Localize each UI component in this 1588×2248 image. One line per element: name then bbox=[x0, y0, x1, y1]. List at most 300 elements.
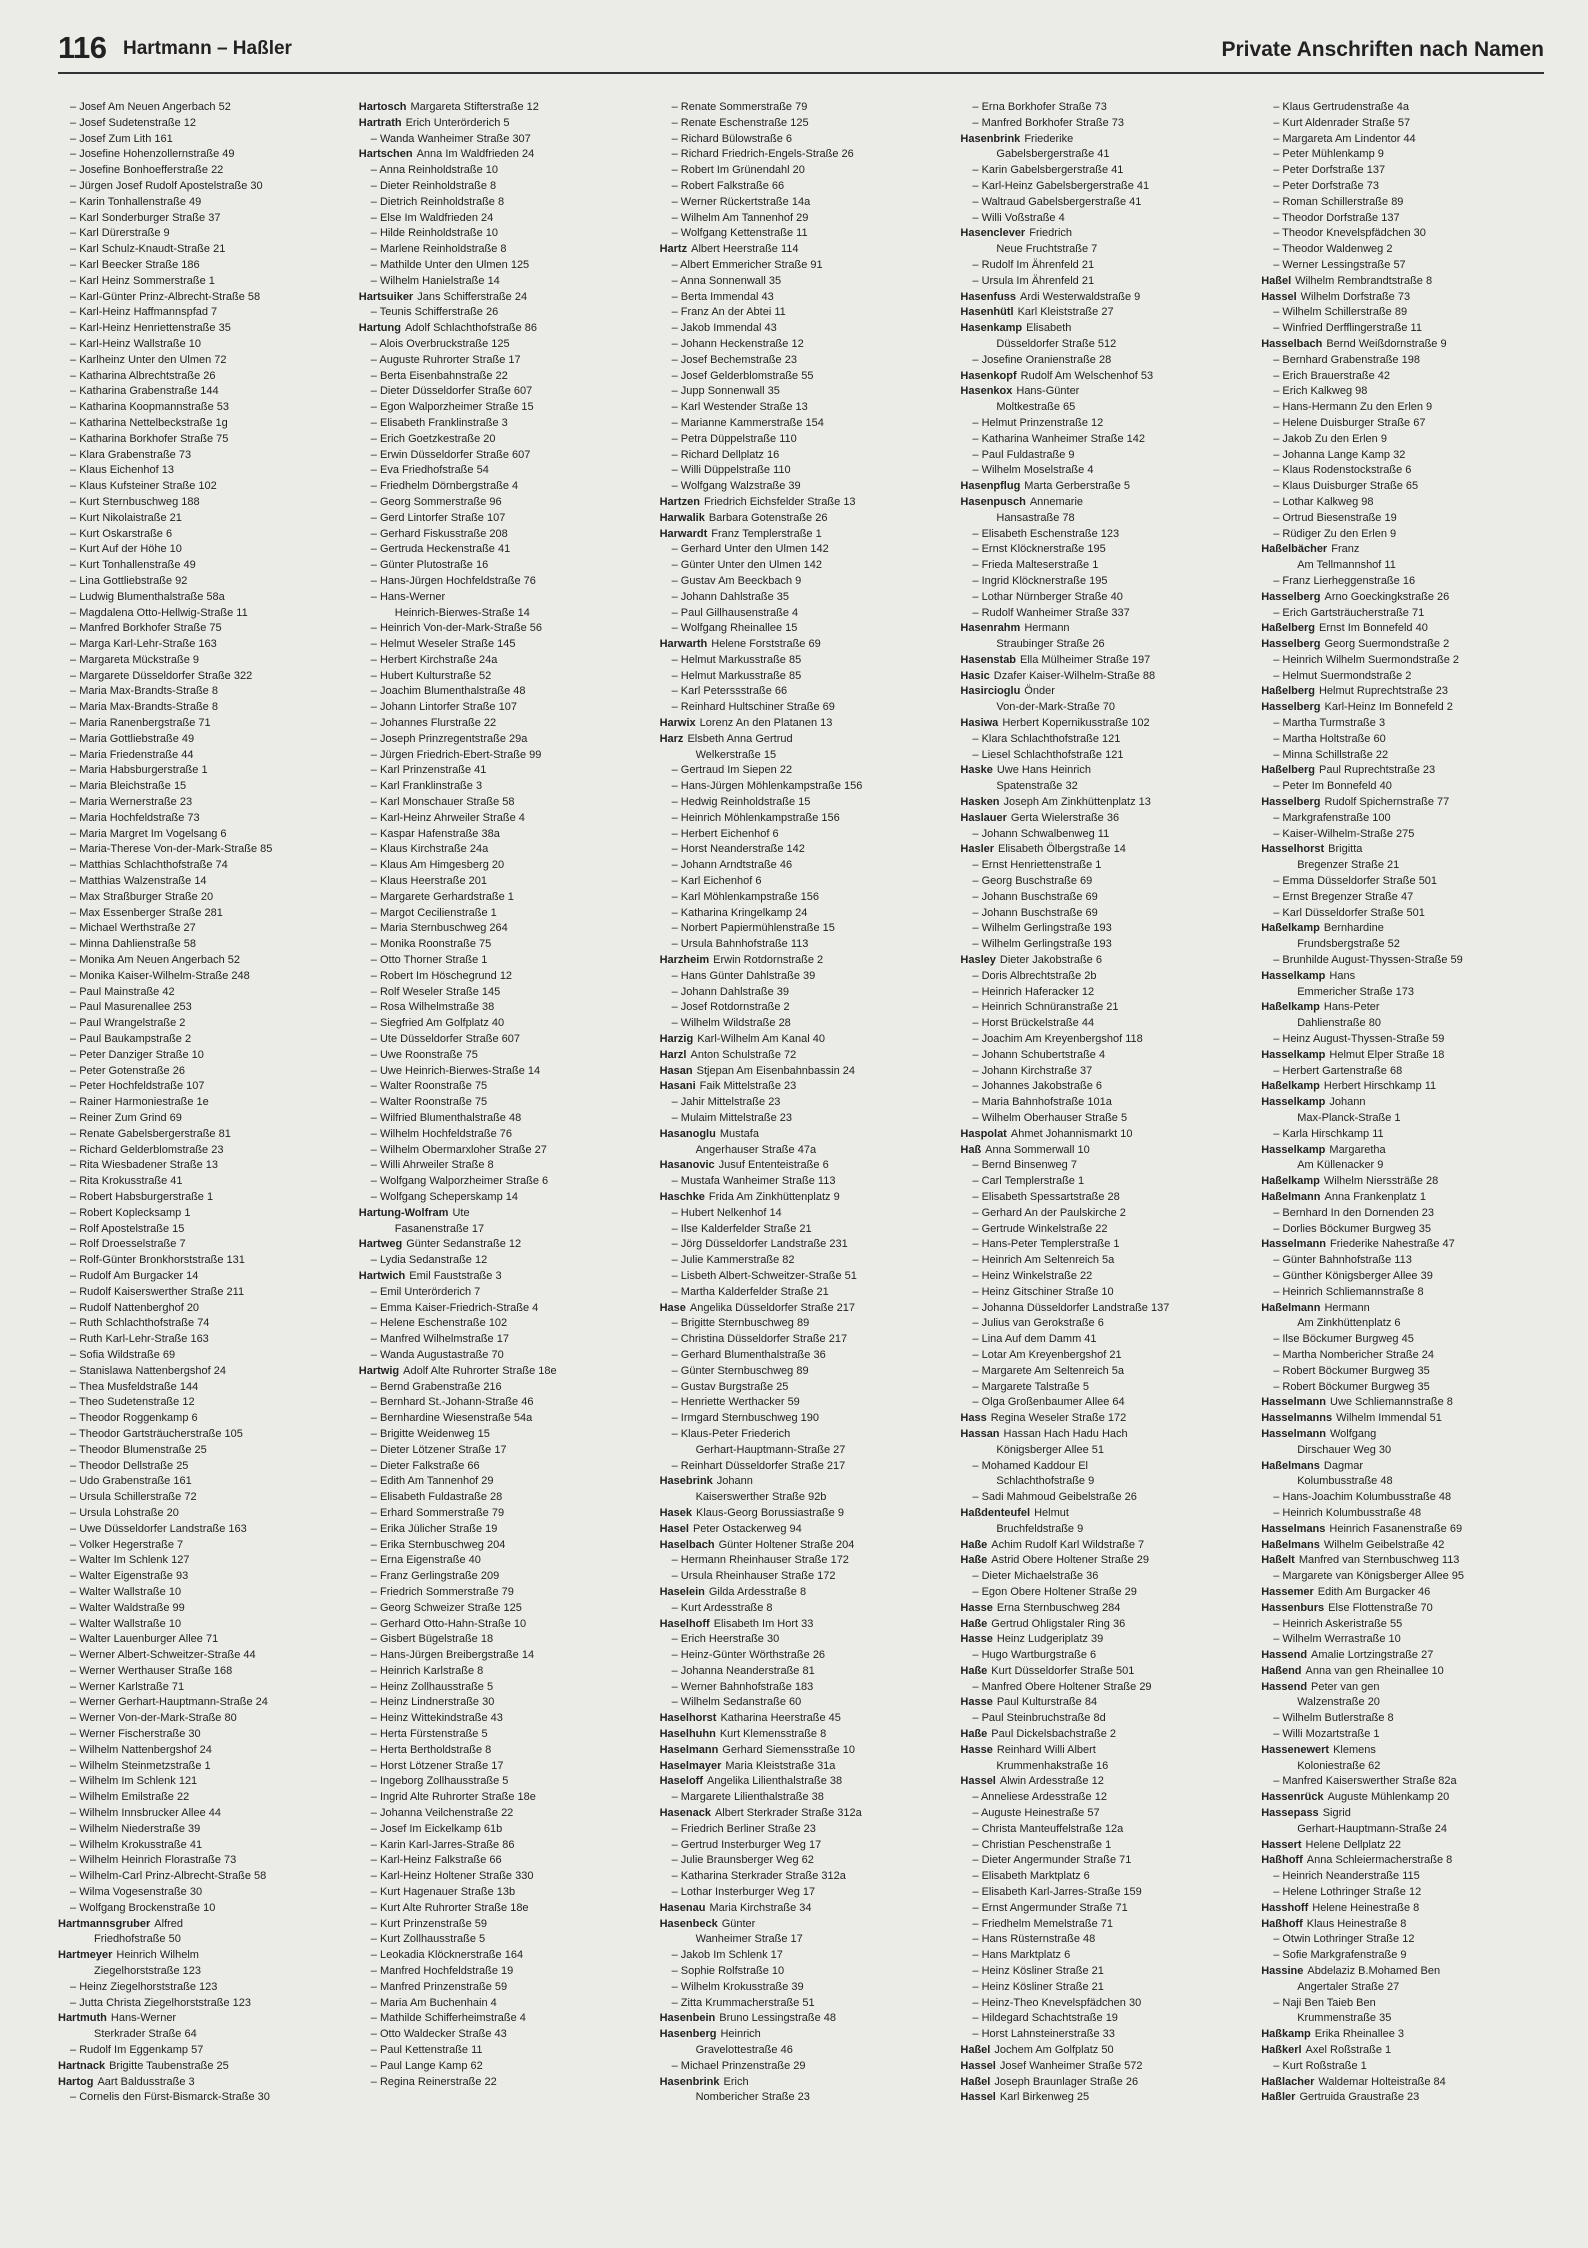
entry-text: Karl Düsseldorfer Straße 501 bbox=[1282, 906, 1425, 919]
entry-text: Wanheimer Straße 17 bbox=[695, 1933, 803, 1946]
directory-entry bbox=[660, 906, 943, 922]
directory-entry bbox=[960, 1459, 1243, 1475]
entry-surname: Hasenkox bbox=[960, 385, 1013, 398]
directory-entry bbox=[660, 400, 943, 416]
entry-text: Karl-Heinz Haffmannspfad 7 bbox=[79, 306, 218, 319]
entry-text: Christian Peschenstraße 1 bbox=[981, 1838, 1112, 1851]
entry-text: Walter Eigenstraße 93 bbox=[79, 1570, 189, 1583]
entry-text: Karl Heinz Sommerstraße 1 bbox=[79, 274, 215, 287]
entry-text: Willi Mozartstraße 1 bbox=[1282, 1728, 1380, 1741]
directory-entry bbox=[1261, 1759, 1544, 1775]
directory-entry bbox=[960, 195, 1243, 211]
entry-surname: Hasenack bbox=[659, 1807, 711, 1820]
directory-entry bbox=[1261, 1316, 1544, 1332]
entry-text: Edith Am Tannenhof 29 bbox=[379, 1475, 494, 1488]
directory-entry bbox=[1261, 463, 1544, 479]
entry-text: Günther Königsberger Allee 39 bbox=[1282, 1269, 1433, 1282]
directory-entry bbox=[359, 226, 642, 242]
directory-entry bbox=[58, 1474, 341, 1490]
directory-entry bbox=[660, 542, 943, 558]
entry-text: Kaiser-Wilhelm-Straße 275 bbox=[1282, 827, 1415, 840]
directory-entry bbox=[359, 1980, 642, 1996]
entry-text: Walter Waldstraße 99 bbox=[79, 1601, 185, 1614]
directory-entry bbox=[660, 1917, 943, 1933]
directory-entry bbox=[960, 2090, 1243, 2106]
directory-entry bbox=[1261, 1569, 1544, 1585]
entry-text: Paul Mainstraße 42 bbox=[79, 985, 175, 998]
directory-entry bbox=[359, 1490, 642, 1506]
entry-text: Theo Sudetenstraße 12 bbox=[78, 1396, 195, 1409]
entry-text: Bernd Weißdornstraße 9 bbox=[1326, 337, 1447, 350]
entry-text: Ernst Im Bonnefeld 40 bbox=[1318, 622, 1428, 635]
entry-surname: Haßel bbox=[960, 2044, 991, 2057]
entry-text: Axel Roßstraße 1 bbox=[1305, 2044, 1392, 2057]
entry-text: Elisabeth bbox=[1026, 322, 1072, 335]
entry-text: Joseph Braunlager Straße 26 bbox=[994, 2075, 1139, 2088]
directory-entry bbox=[58, 542, 341, 558]
entry-surname: Haßel bbox=[1261, 274, 1292, 287]
directory-entry bbox=[1261, 211, 1544, 227]
directory-entry bbox=[960, 1506, 1243, 1522]
entry-text: Karl-Günter Prinz-Albrecht-Straße 58 bbox=[79, 290, 261, 303]
entry-text: Matthias Schlachthofstraße 74 bbox=[79, 859, 228, 872]
entry-text: Richard Friedrich-Engels-Straße 26 bbox=[680, 148, 854, 161]
entry-text: Heinrich Schliemannstraße 8 bbox=[1282, 1285, 1424, 1298]
entry-text: Rüdiger Zu den Erlen 9 bbox=[1282, 527, 1397, 540]
entry-text: Klaus Eichenhof 13 bbox=[79, 464, 174, 477]
directory-entry bbox=[1261, 1079, 1544, 1095]
entry-surname: Hasek bbox=[659, 1506, 693, 1519]
directory-entry bbox=[960, 1222, 1243, 1238]
directory-entry bbox=[1261, 163, 1544, 179]
directory-entry bbox=[660, 1948, 943, 1964]
directory-entry bbox=[58, 416, 341, 432]
entry-text: Erhard Sommerstraße 79 bbox=[379, 1506, 505, 1519]
entry-text: Faik Mittelstraße 23 bbox=[699, 1080, 797, 1093]
entry-text: Emma Düsseldorfer Straße 501 bbox=[1282, 875, 1438, 888]
entry-text: Heinz Winkelstraße 22 bbox=[981, 1269, 1093, 1282]
entry-text: Klaus Duisburger Straße 65 bbox=[1282, 480, 1419, 493]
directory-entry bbox=[660, 2043, 943, 2059]
directory-entry bbox=[960, 1064, 1243, 1080]
entry-text: Heinz Kösliner Straße 21 bbox=[981, 1965, 1104, 1978]
directory-entry bbox=[359, 369, 642, 385]
directory-entry bbox=[660, 1269, 943, 1285]
directory-entry bbox=[58, 384, 341, 400]
entry-text: Erich Brauerstraße 42 bbox=[1282, 369, 1390, 382]
entry-surname: Hartsuiker bbox=[358, 290, 414, 303]
directory-entry bbox=[960, 1332, 1243, 1348]
entry-text: Zitta Krummacherstraße 51 bbox=[680, 1996, 815, 2009]
entry-surname: Hasic bbox=[960, 669, 990, 682]
entry-surname: Hasenpflug bbox=[960, 480, 1021, 493]
entry-text: Renate Sommerstraße 79 bbox=[680, 101, 808, 113]
directory-entry bbox=[58, 1680, 341, 1696]
directory-entry bbox=[960, 2075, 1243, 2091]
entry-text: Werner Karlstraße 71 bbox=[79, 1680, 185, 1693]
entry-text: Paul Fuldastraße 9 bbox=[981, 448, 1075, 461]
directory-entry bbox=[359, 590, 642, 606]
directory-entry bbox=[359, 874, 642, 890]
entry-text: Johann Dahlstraße 39 bbox=[680, 985, 790, 998]
entry-text: Johann Schubertstraße 4 bbox=[981, 1048, 1106, 1061]
directory-entry bbox=[660, 763, 943, 779]
entry-text: Theodor Roggenkamp 6 bbox=[78, 1412, 198, 1425]
directory-entry bbox=[960, 1190, 1243, 1206]
entry-text: Spatenstraße 32 bbox=[996, 780, 1078, 793]
directory-entry bbox=[1261, 353, 1544, 369]
entry-text: Angelika Lilienthalstraße 38 bbox=[707, 1775, 843, 1788]
directory-entry bbox=[660, 700, 943, 716]
entry-text: Ute bbox=[452, 1206, 470, 1219]
directory-entry bbox=[58, 1079, 341, 1095]
directory-entry bbox=[359, 242, 642, 258]
directory-entry bbox=[1261, 1364, 1544, 1380]
directory-entry bbox=[1261, 1222, 1544, 1238]
entry-text: Auguste Heinestraße 57 bbox=[980, 1807, 1100, 1820]
directory-entry bbox=[1261, 369, 1544, 385]
directory-entry bbox=[960, 1269, 1243, 1285]
directory-entry bbox=[660, 1932, 943, 1948]
directory-entry bbox=[1261, 1064, 1544, 1080]
directory-entry bbox=[58, 906, 341, 922]
entry-surname: Hartwich bbox=[358, 1269, 406, 1282]
directory-entry bbox=[1261, 1522, 1544, 1538]
entry-text: Sadi Mahmoud Geibelstraße 26 bbox=[981, 1491, 1137, 1504]
directory-entry bbox=[660, 305, 943, 321]
page-number: 116 bbox=[58, 30, 107, 65]
entry-text: Georg Suermondstraße 2 bbox=[1324, 638, 1450, 651]
directory-entry bbox=[359, 1348, 642, 1364]
entry-text: Von-der-Mark-Straße 70 bbox=[996, 701, 1115, 714]
directory-entry bbox=[660, 1222, 943, 1238]
directory-entry bbox=[359, 953, 642, 969]
entry-text: Lina Auf dem Damm 41 bbox=[981, 1333, 1097, 1346]
entry-text: Walter Lauenburger Allee 71 bbox=[79, 1633, 219, 1646]
entry-surname: Hartung bbox=[358, 322, 401, 335]
directory-entry bbox=[58, 1538, 341, 1554]
entry-text: Moltkestraße 65 bbox=[996, 401, 1076, 414]
entry-text: Hans-Hermann Zu den Erlen 9 bbox=[1282, 401, 1433, 414]
directory-entry bbox=[359, 100, 642, 116]
entry-text: Achim Rudolf Karl Wildstraße 7 bbox=[991, 1538, 1145, 1551]
entry-surname: Hasshoff bbox=[1261, 1901, 1309, 1914]
directory-entry bbox=[960, 574, 1243, 590]
entry-text: Willi Düppelstraße 110 bbox=[680, 464, 791, 477]
directory-entry bbox=[1261, 226, 1544, 242]
entry-text: Elisabeth Fuldastraße 28 bbox=[379, 1491, 503, 1504]
entry-text: Paul Kettenstraße 11 bbox=[379, 2044, 483, 2057]
entry-text: Margarete Talstraße 5 bbox=[981, 1380, 1089, 1393]
directory-entry bbox=[359, 1174, 642, 1190]
entry-text: Johann Dahlstraße 35 bbox=[680, 590, 790, 603]
entry-text: Else Im Waldfrieden 24 bbox=[379, 211, 494, 224]
entry-text: Hans-Werner bbox=[110, 2012, 177, 2025]
directory-entry bbox=[660, 1853, 943, 1869]
entry-text: Karl Möhlenkampstraße 156 bbox=[680, 890, 819, 903]
directory-entry bbox=[58, 1996, 341, 2012]
directory-entry bbox=[1261, 1348, 1544, 1364]
directory-entry bbox=[58, 1664, 341, 1680]
directory-entry bbox=[58, 874, 341, 890]
entry-text: Anna Schleiermacherstraße 8 bbox=[1306, 1854, 1453, 1867]
directory-entry bbox=[359, 1632, 642, 1648]
entry-text: Erich Kalkweg 98 bbox=[1282, 385, 1368, 398]
entry-text: Katharina Heerstraße 45 bbox=[720, 1712, 841, 1725]
directory-entry bbox=[660, 195, 943, 211]
entry-text: Heinz-Günter Wörthstraße 26 bbox=[680, 1649, 826, 1662]
entry-text: Joseph Prinzregentstraße 29a bbox=[379, 732, 528, 745]
entry-surname: Harwalik bbox=[659, 511, 705, 524]
directory-entry bbox=[359, 1648, 642, 1664]
directory-entry bbox=[960, 921, 1243, 937]
directory-entry bbox=[1261, 811, 1544, 827]
entry-text: Karl Peterssstraße 66 bbox=[680, 685, 788, 698]
directory-entry bbox=[58, 1237, 341, 1253]
entry-text: Anna Im Waldfrieden 24 bbox=[416, 148, 535, 161]
entry-text: Elsbeth Anna Gertrud bbox=[687, 732, 793, 745]
directory-entry bbox=[960, 1632, 1243, 1648]
entry-text: Hans bbox=[1329, 969, 1356, 982]
entry-text: Horst Lötzener Straße 17 bbox=[379, 1759, 504, 1772]
directory-entry bbox=[1261, 827, 1544, 843]
directory-entry bbox=[960, 748, 1243, 764]
directory-entry bbox=[660, 1079, 943, 1095]
entry-text: Johann Heckenstraße 12 bbox=[680, 337, 804, 350]
directory-entry bbox=[58, 606, 341, 622]
directory-entry bbox=[660, 337, 943, 353]
directory-entry bbox=[960, 448, 1243, 464]
directory-entry bbox=[660, 558, 943, 574]
entry-surname: Hasselmans bbox=[1261, 1522, 1326, 1535]
entry-text: Walter Wallstraße 10 bbox=[79, 1585, 182, 1598]
directory-entry bbox=[1261, 479, 1544, 495]
entry-text: Peter Mühlenkamp 9 bbox=[1282, 148, 1384, 161]
entry-text: Wanda Wanheimer Straße 307 bbox=[379, 132, 531, 145]
entry-surname: Hasebrink bbox=[659, 1475, 713, 1488]
entry-text: Jutta Christa Ziegelhorststraße 123 bbox=[79, 1996, 251, 2009]
entry-text: Rudolf Im Ährenfeld 21 bbox=[981, 258, 1095, 271]
entry-text: Ursula Schillerstraße 72 bbox=[79, 1491, 197, 1504]
entry-surname: Haßelkamp bbox=[1261, 1001, 1320, 1014]
entry-text: Udo Grabenstraße 161 bbox=[79, 1475, 192, 1488]
directory-entry bbox=[660, 795, 943, 811]
directory-entry bbox=[1261, 590, 1544, 606]
directory-entry bbox=[58, 100, 341, 116]
directory-entry bbox=[359, 763, 642, 779]
entry-text: Hugo Wartburgstraße 6 bbox=[981, 1649, 1097, 1662]
entry-text: Dieter Falkstraße 66 bbox=[379, 1459, 480, 1472]
directory-entry bbox=[359, 132, 642, 148]
entry-surname: Hasircioglu bbox=[960, 685, 1021, 698]
entry-text: Irmgard Sternbuschweg 190 bbox=[680, 1412, 819, 1425]
directory-entry bbox=[58, 621, 341, 637]
directory-entry bbox=[58, 969, 341, 985]
directory-entry bbox=[660, 842, 943, 858]
directory-entry bbox=[1261, 132, 1544, 148]
entry-text: Josef Gelderblomstraße 55 bbox=[680, 369, 814, 382]
directory-entry bbox=[1261, 2090, 1544, 2106]
entry-text: Paul Baukampstraße 2 bbox=[79, 1033, 192, 1046]
directory-entry bbox=[660, 100, 943, 116]
directory-entry bbox=[58, 337, 341, 353]
directory-entry bbox=[960, 1348, 1243, 1364]
entry-text: Franz Lierheggenstraße 16 bbox=[1282, 574, 1416, 587]
directory-entry bbox=[58, 432, 341, 448]
entry-surname: Harzheim bbox=[659, 954, 710, 967]
directory-entry bbox=[359, 1301, 642, 1317]
entry-text: Margareta Stifterstraße 12 bbox=[410, 101, 539, 113]
entry-text: Helmut Ruprechtstraße 23 bbox=[1318, 685, 1448, 698]
directory-entry bbox=[960, 416, 1243, 432]
entry-text: Anna Sommerwall 10 bbox=[985, 1143, 1090, 1156]
entry-text: Katharina Kringelkamp 24 bbox=[680, 906, 808, 919]
entry-text: Klemens bbox=[1333, 1743, 1376, 1756]
entry-text: Heinz Ludgeriplatz 39 bbox=[996, 1633, 1104, 1646]
directory-entry bbox=[1261, 1190, 1544, 1206]
directory-entry bbox=[58, 1553, 341, 1569]
directory-entry bbox=[660, 1016, 943, 1032]
directory-entry bbox=[960, 906, 1243, 922]
entry-text: Monika Am Neuen Angerbach 52 bbox=[79, 954, 241, 967]
entry-text: Hans-Peter Templerstraße 1 bbox=[981, 1238, 1120, 1251]
directory-entry bbox=[359, 1206, 642, 1222]
entry-surname: Haße bbox=[960, 1538, 988, 1551]
directory-entry bbox=[58, 495, 341, 511]
directory-entry bbox=[660, 1348, 943, 1364]
directory-entry bbox=[960, 969, 1243, 985]
directory-entry bbox=[359, 1680, 642, 1696]
entry-text: Wolfgang Kettenstraße 11 bbox=[680, 227, 808, 240]
directory-entry bbox=[1261, 669, 1544, 685]
entry-text: Bernd Binsenweg 7 bbox=[981, 1159, 1077, 1172]
entry-text: Klaus Am Himgesberg 20 bbox=[379, 859, 505, 872]
entry-text: Helene Lothringer Straße 12 bbox=[1282, 1886, 1422, 1899]
entry-text: Otwin Lothringer Straße 12 bbox=[1282, 1933, 1415, 1946]
entry-text: Olga Großenbaumer Allee 64 bbox=[981, 1396, 1125, 1409]
directory-entry bbox=[960, 400, 1243, 416]
directory-entry bbox=[359, 1664, 642, 1680]
entry-surname: Haslauer bbox=[960, 811, 1007, 824]
directory-entry bbox=[359, 1869, 642, 1885]
entry-text: Heinz Ziegelhorststraße 123 bbox=[79, 1980, 218, 1993]
directory-entry bbox=[58, 1364, 341, 1380]
directory-entry bbox=[960, 1395, 1243, 1411]
entry-surname: Haßlacher bbox=[1261, 2075, 1315, 2088]
directory-entry bbox=[660, 1190, 943, 1206]
entry-text: Herbert Gartenstraße 68 bbox=[1282, 1064, 1403, 1077]
directory-entry bbox=[660, 1427, 943, 1443]
entry-text: Otto Waldecker Straße 43 bbox=[379, 2028, 507, 2041]
directory-entry bbox=[960, 1569, 1243, 1585]
entry-surname: Hasenstab bbox=[960, 653, 1017, 666]
entry-text: Bernhardine bbox=[1323, 922, 1384, 935]
directory-entry bbox=[1261, 1048, 1544, 1064]
directory-entry bbox=[660, 606, 943, 622]
directory-entry bbox=[58, 1727, 341, 1743]
entry-text: Bruchfeldstraße 9 bbox=[996, 1522, 1084, 1535]
entry-text: Ortrud Biesenstraße 19 bbox=[1282, 511, 1397, 524]
entry-text: Heinrich Karlstraße 8 bbox=[379, 1664, 484, 1677]
entry-text: Maria Ranenbergstraße 71 bbox=[79, 717, 211, 730]
directory-entry bbox=[359, 1332, 642, 1348]
directory-entry bbox=[58, 1759, 341, 1775]
entry-text: Gravelottestraße 46 bbox=[695, 2044, 793, 2057]
entry-text: Karl-Wilhelm Am Kanal 40 bbox=[697, 1033, 825, 1046]
entry-text: Bernhard Grabenstraße 198 bbox=[1282, 353, 1420, 366]
entry-text: Heinrich bbox=[720, 2028, 761, 2041]
entry-text: Uwe Roonstraße 75 bbox=[379, 1048, 478, 1061]
directory-entry bbox=[660, 921, 943, 937]
directory-entry bbox=[58, 1332, 341, 1348]
directory-entry bbox=[58, 1316, 341, 1332]
directory-entry bbox=[660, 147, 943, 163]
entry-text: Ursula Im Ährenfeld 21 bbox=[981, 274, 1095, 287]
entry-text: Heinrich Schnüranstraße 21 bbox=[981, 1001, 1119, 1014]
directory-entry bbox=[960, 384, 1243, 400]
entry-text: Wilhelm Steinmetzstraße 1 bbox=[79, 1759, 211, 1772]
entry-text: Theodor Blumenstraße 25 bbox=[78, 1443, 207, 1456]
directory-entry bbox=[359, 1601, 642, 1617]
entry-text: Wilhelm Heinrich Florastraße 73 bbox=[79, 1854, 237, 1867]
directory-entry bbox=[960, 274, 1243, 290]
directory-entry bbox=[960, 1553, 1243, 1569]
entry-text: Karl-Heinz Gabelsbergerstraße 41 bbox=[981, 179, 1150, 192]
directory-entry bbox=[660, 1490, 943, 1506]
directory-entry bbox=[1261, 1980, 1544, 1996]
entry-text: Adolf Schlachthofstraße 86 bbox=[404, 322, 538, 335]
directory-entry bbox=[660, 1158, 943, 1174]
directory-entry bbox=[58, 1806, 341, 1822]
directory-entry bbox=[359, 1380, 642, 1396]
directory-entry bbox=[960, 1095, 1243, 1111]
directory-entry bbox=[359, 1048, 642, 1064]
entry-surname: Haßelbächer bbox=[1261, 543, 1328, 556]
directory-entry bbox=[1261, 1917, 1544, 1933]
entry-text: Wilhelm Sedanstraße 60 bbox=[680, 1696, 802, 1709]
directory-entry bbox=[660, 1411, 943, 1427]
directory-entry bbox=[660, 1506, 943, 1522]
entry-text: Naji Ben Taieb Ben bbox=[1282, 1996, 1376, 2009]
directory-entry bbox=[58, 163, 341, 179]
directory-entry bbox=[960, 1838, 1243, 1854]
entry-text: Magdalena Otto-Hellwig-Straße 11 bbox=[79, 606, 248, 619]
directory-entry bbox=[960, 653, 1243, 669]
directory-entry bbox=[660, 448, 943, 464]
entry-text: Maria Wernerstraße 23 bbox=[79, 796, 193, 809]
entry-text: Ute Düsseldorfer Straße 607 bbox=[379, 1033, 520, 1046]
entry-text: Karl Eichenhof 6 bbox=[680, 875, 762, 888]
running-head: Hartmann – Haßler bbox=[123, 38, 292, 59]
entry-surname: Hassenrück bbox=[1261, 1791, 1324, 1804]
directory-entry bbox=[58, 1838, 341, 1854]
entry-text: Werner Werthauser Straße 168 bbox=[79, 1664, 233, 1677]
entry-text: Emmericher Straße 173 bbox=[1297, 985, 1414, 998]
entry-text: Uwe Düsseldorfer Landstraße 163 bbox=[79, 1522, 247, 1535]
entry-text: Werner Albert-Schweitzer-Straße 44 bbox=[79, 1649, 256, 1662]
directory-entry bbox=[58, 258, 341, 274]
directory-entry bbox=[960, 527, 1243, 543]
entry-text: Josef Im Eickelkamp 61b bbox=[379, 1822, 503, 1835]
entry-surname: Hartwig bbox=[358, 1364, 400, 1377]
directory-entry bbox=[660, 937, 943, 953]
entry-text: Rudolf Am Welschenhof 53 bbox=[1020, 369, 1154, 382]
directory-entry bbox=[359, 1095, 642, 1111]
directory-entry bbox=[359, 1064, 642, 1080]
directory-entry bbox=[58, 1822, 341, 1838]
entry-text: Anton Schulstraße 72 bbox=[690, 1048, 797, 1061]
entry-text: Ludwig Blumenthalstraße 58a bbox=[79, 590, 225, 603]
